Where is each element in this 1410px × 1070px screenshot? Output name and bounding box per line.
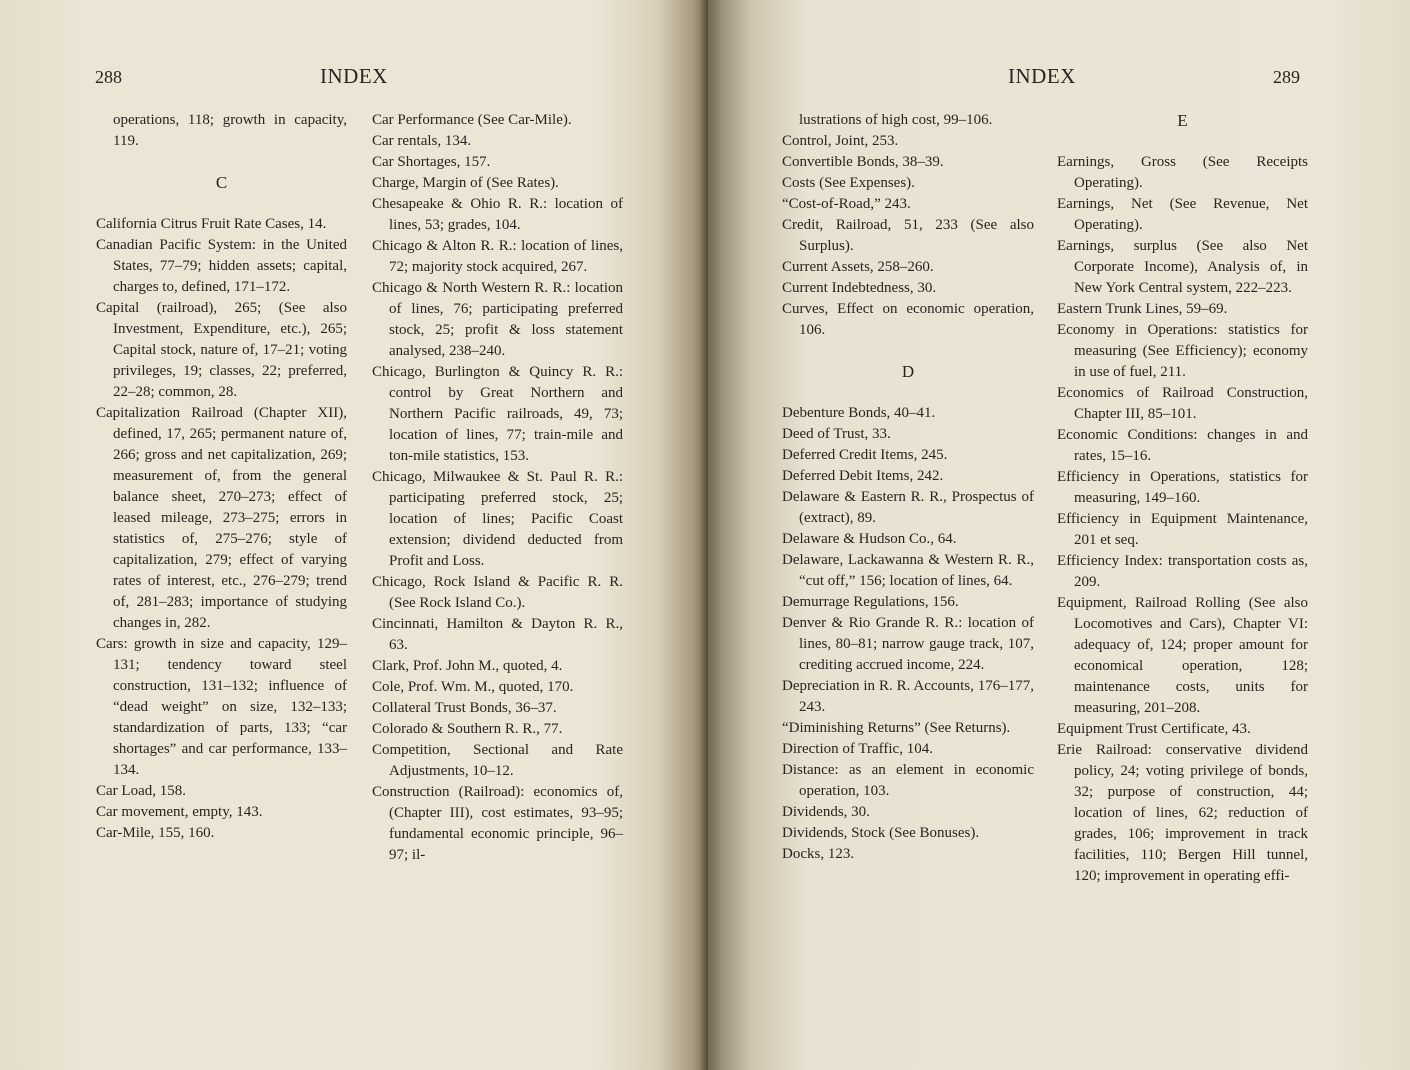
section-letter-e: E [1177,111,1188,130]
left-running-head: INDEX [320,64,388,88]
index-entry: Current Assets, 258–260. [782,259,934,275]
index-entry: Cars: growth in size and capacity, 129–131; tendency toward steel construction, 131–132; influence of “dead weight” on size, 132–133; standardization of parts, 133; “car shortages” and car performance, 133–134. [96,636,347,778]
index-entry: Economic Conditions: changes in and rates, 15–16. [1057,427,1308,464]
index-entry: Erie Railroad: conservative dividend policy, 24; voting privilege of bonds, 32; purpose of construction, 44; location of lines, 62; reduction of grades, 106; improvement in track facilities, 110; Bergen Hill tunnel, 120; improvement in operating effi- [1057,742,1308,884]
index-entry: Debenture Bonds, 40–41. [782,405,936,421]
index-entry: Distance: as an element in economic operation, 103. [782,762,1034,799]
index-entry: Charge, Margin of (See Rates). [372,175,559,191]
index-entry: Chicago & North Western R. R.: location of lines, 76; participating preferred stock, 25; profit & loss statement analysed, 238–240. [372,280,623,359]
index-entry: Economics of Railroad Construction, Chapter III, 85–101. [1057,385,1308,422]
index-entry: Depreciation in R. R. Accounts, 176–177, 243. [782,678,1034,715]
right-page-column-2 [1057,110,1308,887]
index-entry: lustrations of high cost, 99–106. [799,112,993,128]
index-entry: Earnings, Net (See Revenue, Net Operating). [1057,196,1308,233]
index-entry: Efficiency in Equipment Maintenance, 201 et seq. [1057,511,1308,548]
index-entry: Car-Mile, 155, 160. [96,825,215,841]
index-entry: Deferred Credit Items, 245. [782,447,948,463]
index-entry: Chicago & Alton R. R.: location of lines, 72; majority stock acquired, 267. [372,238,623,275]
index-entry: Collateral Trust Bonds, 36–37. [372,700,557,716]
index-entry: Capitalization Railroad (Chapter XII), defined, 17, 265; permanent nature of, 266; gross and net capitalization, 269; measurement of, from the general balance sheet, 270–273; effect of leased mileage, 273–275; errors in statistics of, 275–276; style of capitalization, 279; effect of varying rates of interest, etc., 276–279; trend of, 281–283; importance of studying changes in, 282. [96,405,347,631]
index-entry: Convertible Bonds, 38–39. [782,154,944,170]
index-entry: Car Performance (See Car-Mile). [372,112,572,128]
left-page-number: 288 [95,67,122,87]
index-entry: operations, 118; growth in capacity, 119. [113,112,347,149]
index-entry: Car Shortages, 157. [372,154,491,170]
right-page [708,0,1410,1070]
index-entry: Direction of Traffic, 104. [782,741,933,757]
index-entry: California Citrus Fruit Rate Cases, 14. [96,216,327,232]
index-entry: Demurrage Regulations, 156. [782,594,959,610]
right-running-head: INDEX [1008,64,1076,88]
index-entry: Competition, Sectional and Rate Adjustments, 10–12. [372,742,623,779]
index-entry: Chicago, Milwaukee & St. Paul R. R.: participating preferred stock, 25; location of lines; Pacific Coast extension; dividend deducted from Profit and Loss. [372,469,623,569]
index-entry: Delaware & Hudson Co., 64. [782,531,957,547]
index-entry: Efficiency in Operations, statistics for measuring, 149–160. [1057,469,1308,506]
index-entry: Equipment Trust Certificate, 43. [1057,721,1251,737]
index-entry: Canadian Pacific System: in the United States, 77–79; hidden assets; capital, charges to, defined, 171–172. [96,237,347,295]
index-entry: Cole, Prof. Wm. M., quoted, 170. [372,679,574,695]
index-entry: Denver & Rio Grande R. R.: location of lines, 80–81; narrow gauge track, 107, crediting accrued income, 224. [782,615,1034,673]
index-entry: “Diminishing Returns” (See Returns). [782,720,1011,736]
index-entry: Car rentals, 134. [372,133,472,149]
index-entry: Equipment, Railroad Rolling (See also Locomotives and Cars), Chapter VI: adequacy of, 124; proper amount for economical operation, 128; maintenance costs, units for measuring, 201–208. [1057,595,1308,716]
index-entry: Capital (railroad), 265; (See also Investment, Expenditure, etc.), 265; Capital stock, nature of, 17–21; voting privileges, 19; classes, 22; preferred, 22–28; common, 28. [96,300,347,400]
index-entry: Costs (See Expenses). [782,175,915,191]
index-entry: Dividends, 30. [782,804,870,820]
index-entry: Earnings, surplus (See also Net Corporate Income), Analysis of, in New York Central system, 222–223. [1057,238,1308,296]
index-entry: Chicago, Burlington & Quincy R. R.: control by Great Northern and Northern Pacific railroads, 49, 73; location of lines, 77; train-mile and ton-mile statistics, 153. [372,364,623,464]
index-entry: Delaware, Lackawanna & Western R. R., “cut off,” 156; location of lines, 64. [782,552,1034,589]
section-letter-c: C [215,173,228,192]
index-entry: “Cost-of-Road,” 243. [782,196,911,212]
index-entry: Credit, Railroad, 51, 233 (See also Surplus). [782,217,1034,254]
right-page-column-1 [782,110,1034,865]
index-entry: Docks, 123. [782,846,855,862]
index-entry: Eastern Trunk Lines, 59–69. [1057,301,1228,317]
index-entry: Chicago, Rock Island & Pacific R. R. (See Rock Island Co.). [372,574,623,611]
left-page-column-1 [96,110,347,844]
index-entry: Deferred Debit Items, 242. [782,468,944,484]
index-entry: Clark, Prof. John M., quoted, 4. [372,658,563,674]
index-entry: Delaware & Eastern R. R., Prospectus of (extract), 89. [782,489,1034,526]
index-entry: Construction (Railroad): economics of, (Chapter III), cost estimates, 93–95; fundamental economic principle, 96–97; il- [372,784,623,863]
index-entry: Current Indebtedness, 30. [782,280,937,296]
index-entry: Earnings, Gross (See Receipts Operating). [1057,154,1308,191]
index-entry: Control, Joint, 253. [782,133,899,149]
index-entry: Cincinnati, Hamilton & Dayton R. R., 63. [372,616,623,653]
index-entry: Deed of Trust, 33. [782,426,891,442]
index-entry: Car Load, 158. [96,783,186,799]
index-entry: Car movement, empty, 143. [96,804,263,820]
section-letter-d: D [901,362,915,381]
left-page-column-2 [372,110,623,866]
index-entry: Chesapeake & Ohio R. R.: location of lines, 53; grades, 104. [372,196,623,233]
right-page-number: 289 [1273,67,1300,87]
index-entry: Efficiency Index: transportation costs as, 209. [1057,553,1308,590]
index-entry: Economy in Operations: statistics for measuring (See Efficiency); economy in use of fuel, 211. [1057,322,1308,380]
index-entry: Curves, Effect on economic operation, 106. [782,301,1034,338]
index-entry: Colorado & Southern R. R., 77. [372,721,563,737]
index-entry: Dividends, Stock (See Bonuses). [782,825,980,841]
